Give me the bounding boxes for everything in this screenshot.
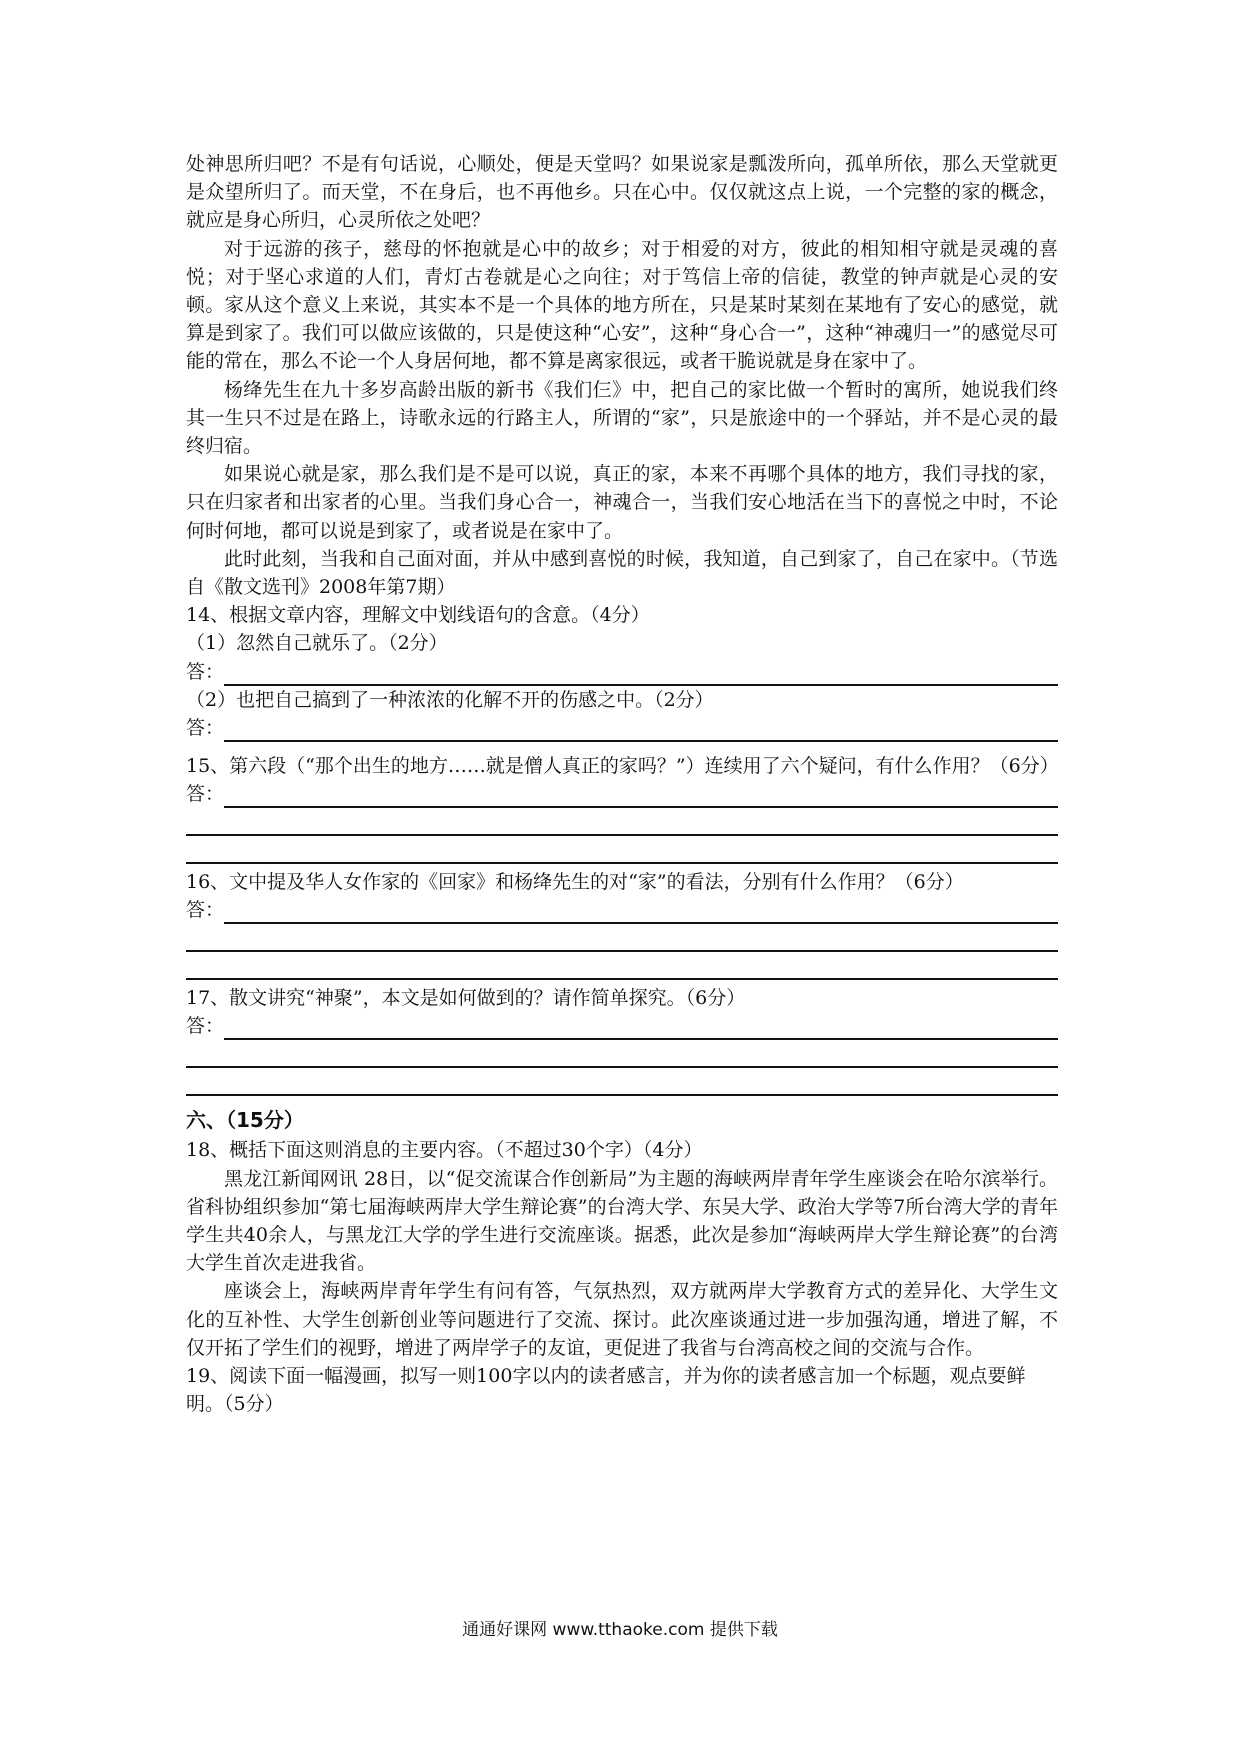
answer-label: 答：	[186, 899, 225, 922]
passage-paragraph-1: 处神思所归吧？不是有句话说，心顺处，便是天堂吗？如果说家是瓢泼所向，孤单所依，那么天堂就更是众望所归了。而天堂，不在身后，也不再他乡。只在心中。仅仅就这点上说，一个完整的家的概念，就应是身心所归，心灵所依之处吧？	[186, 153, 1058, 232]
answer-line[interactable]	[224, 720, 1058, 742]
passage-paragraph-3: 杨绛先生在九十多岁高龄出版的新书《我们仨》中，把自己的家比做一个暂时的寓所，她说我们终其一生只不过是在路上，诗歌永远的行路主人，所谓的“家”，只是旅途中的一个驿站，并不是心灵的最终归宿。	[186, 378, 1058, 458]
question-14-1: （1）忽然自己就乐了。（2分）	[186, 632, 448, 655]
answer-line[interactable]	[186, 952, 1058, 980]
question-17: 17、散文讲究“神聚”，本文是如何做到的？请作简单探究。（6分）	[186, 987, 746, 1010]
question-18: 18、概括下面这则消息的主要内容。（不超过30个字）（4分）	[186, 1139, 703, 1162]
news-paragraph-2: 座谈会上，海峡两岸青年学生有问有答，气氛热烈，双方就两岸大学教育方式的差异化、大学生文化的互补性、大学生创新创业等问题进行了交流、探讨。此次座谈通过进一步加强沟通，增进了解，不仅开拓了学生们的视野，增进了两岸学子的友谊，更促进了我省与台湾高校之间的交流与合作。	[186, 1280, 1058, 1359]
question-14-2: （2）也把自己搞到了一种浓浓的化解不开的伤感之中。（2分）	[186, 688, 714, 711]
answer-label: 答：	[186, 1015, 225, 1038]
answer-label: 答：	[186, 783, 225, 806]
question-19: 19、阅读下面一幅漫画，拟写一则100字以内的读者感言，并为你的读者感言加一个标题，观点要鲜明。（5分）	[186, 1365, 1026, 1416]
answer-line[interactable]	[224, 664, 1058, 686]
answer-line[interactable]	[186, 1068, 1058, 1096]
question-14: 14、根据文章内容，理解文中划线语句的含意。（4分）	[186, 604, 650, 627]
answer-label: 答：	[186, 716, 225, 739]
answer-15[interactable]	[186, 780, 1058, 808]
footer-source: 通通好课网 www.tthaoke.com 提供下载	[462, 1620, 778, 1640]
answer-line[interactable]	[186, 1040, 1058, 1068]
answer-14-1[interactable]	[186, 658, 1058, 686]
question-15: 15、第六段（“那个出生的地方……就是僧人真正的家吗？”）连续用了六个疑问，有什么作用？（6分）	[186, 754, 1059, 777]
passage-paragraph-5: 此时此刻，当我和自己面对面，并从中感到喜悦的时候，我知道，自己到家了，自己在家中。（节选自《散文选刊》2008年第7期）	[186, 547, 1058, 599]
answer-line[interactable]	[224, 786, 1058, 808]
answer-line[interactable]	[224, 1018, 1058, 1040]
answer-label: 答：	[186, 660, 225, 683]
answer-16[interactable]	[186, 896, 1058, 924]
answer-14-2[interactable]	[186, 714, 1058, 742]
answer-line[interactable]	[186, 924, 1058, 952]
answer-line[interactable]	[186, 808, 1058, 836]
answer-line[interactable]	[224, 902, 1058, 924]
answer-line[interactable]	[186, 836, 1058, 864]
section-6-heading: 六、（15分）	[186, 1108, 304, 1133]
exam-page	[186, 150, 1058, 1419]
news-paragraph-1: 黑龙江新闻网讯 28日，以“促交流谋合作创新局”为主题的海峡两岸青年学生座谈会在哈尔滨举行。省科协组织参加“第七届海峡两岸大学生辩论赛”的台湾大学、东吴大学、政治大学等7所台湾大学的青年学生共40余人，与黑龙江大学的学生进行交流座谈。据悉，此次是参加“海峡两岸大学生辩论赛”的台湾大学生首次走进我省。	[186, 1167, 1058, 1275]
passage-paragraph-4: 如果说心就是家，那么我们是不是可以说，真正的家，本来不再哪个具体的地方，我们寻找的家，只在归家者和出家者的心里。当我们身心合一，神魂合一，当我们安心地活在当下的喜悦之中时，不论何时何地，都可以说是到家了，或者说是在家中了。	[186, 463, 1058, 542]
answer-17[interactable]	[186, 1012, 1058, 1040]
question-16: 16、文中提及华人女作家的《回家》和杨绛先生的对“家”的看法，分别有什么作用？（6分）	[186, 871, 964, 894]
passage-paragraph-2: 对于远游的孩子，慈母的怀抱就是心中的故乡；对于相爱的对方，彼此的相知相守就是灵魂的喜悦；对于坚心求道的人们，青灯古卷就是心之向往；对于笃信上帝的信徒，教堂的钟声就是心灵的安顿。家从这个意义上来说，其实本不是一个具体的地方所在，只是某时某刻在某地有了安心的感觉，就算是到家了。我们可以做应该做的，只是使这种“心安”，这种“身心合一”，这种“神魂归一”的感觉尽可能的常在，那么不论一个人身居何地，都不算是离家很远，或者干脆说就是身在家中了。	[186, 237, 1058, 373]
